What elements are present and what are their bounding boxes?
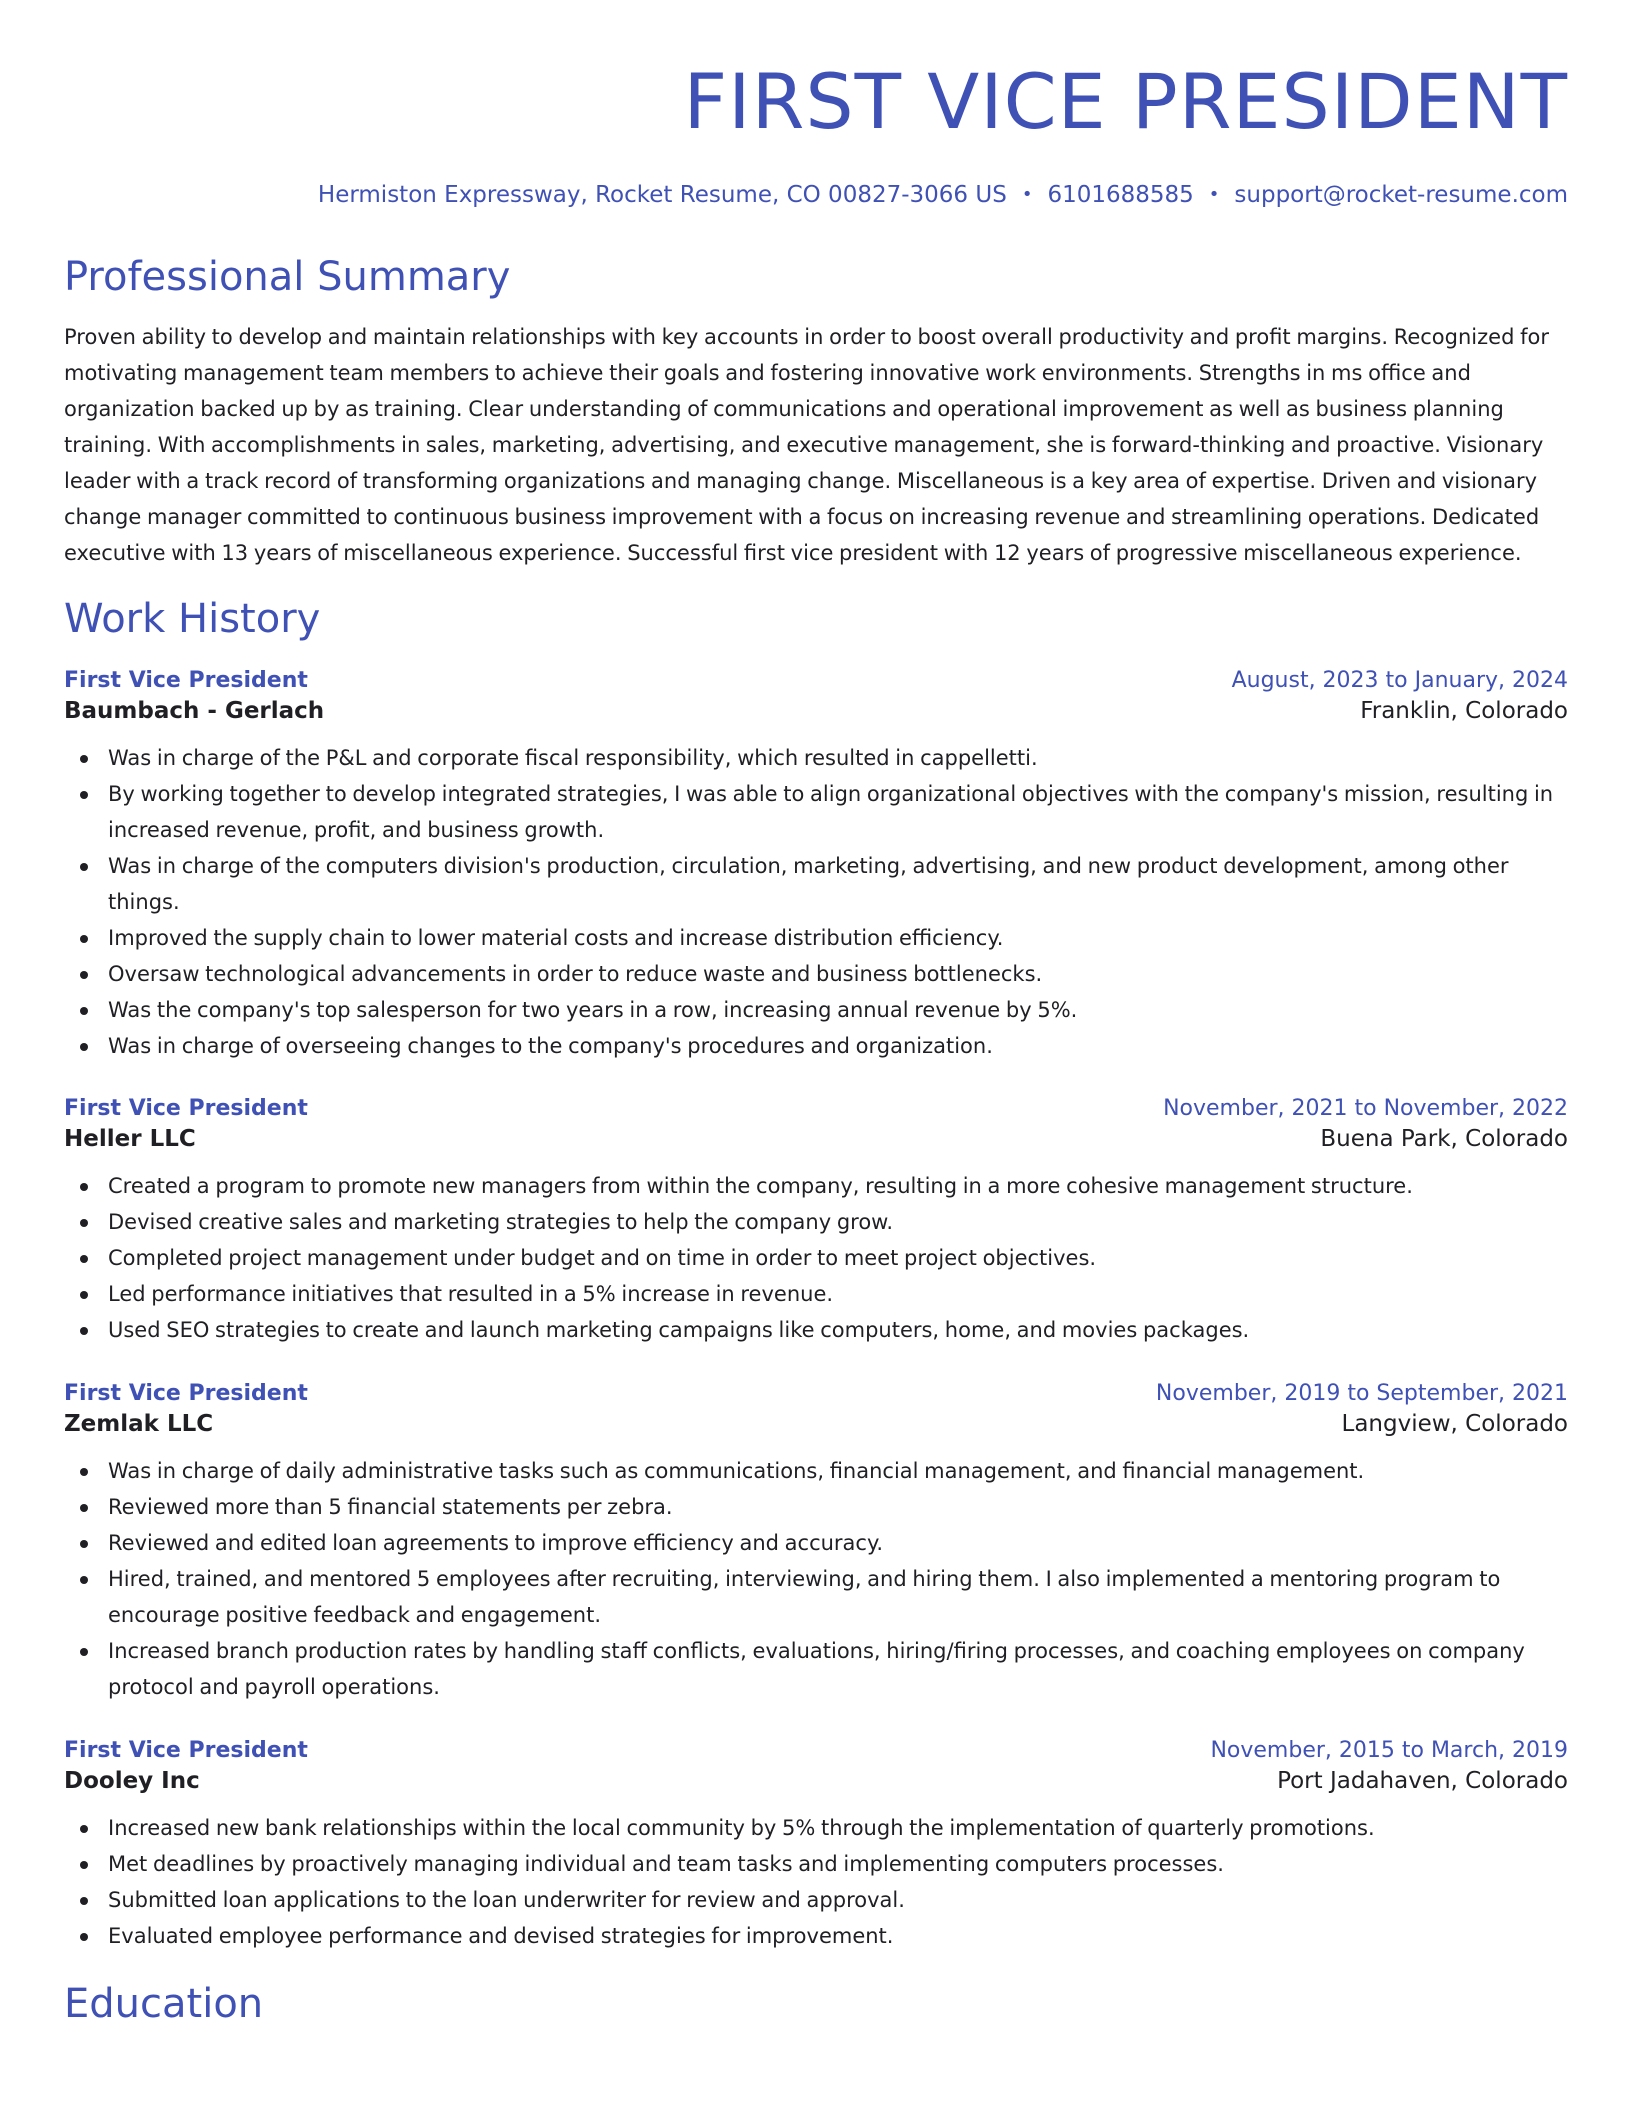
job-header-row <box>64 1094 1568 1124</box>
job-bullets <box>64 1810 1568 1954</box>
job-location: Buena Park, Colorado <box>1320 1126 1568 1152</box>
job-header-row <box>64 1736 1568 1766</box>
education-heading: Education <box>64 1981 264 2027</box>
job-bullet: Met deadlines by proactively managing individual and team tasks and implementing computers processes. <box>64 1846 1568 1882</box>
job-bullet: Oversaw technological advancements in order to reduce waste and business bottlenecks. <box>64 956 1568 992</box>
resume-page <box>64 0 1568 2029</box>
job-dates: August, 2023 to January, 2024 <box>1231 668 1568 693</box>
job-bullet: Hired, trained, and mentored 5 employees after recruiting, interviewing, and hiring them. I also implemented a mentoring program to encourage positive feedback and engagement. <box>64 1561 1568 1633</box>
resume-name: FIRST VICE PRESIDENT <box>683 57 1568 146</box>
job-bullet: Led performance initiatives that resulted in a 5% increase in revenue. <box>64 1276 1568 1312</box>
job-bullet: Submitted loan applications to the loan underwriter for review and approval. <box>64 1882 1568 1918</box>
job-entry <box>64 1379 1568 1705</box>
job-bullet: Used SEO strategies to create and launch marketing campaigns like computers, home, and movies packages. <box>64 1312 1568 1348</box>
job-company-row <box>64 1766 1568 1796</box>
job-dates: November, 2015 to March, 2019 <box>1210 1738 1568 1763</box>
job-title: First Vice President <box>64 1096 308 1121</box>
job-bullet: Was the company's top salesperson for two years in a row, increasing annual revenue by 5%. <box>64 992 1568 1028</box>
job-location: Port Jadahaven, Colorado <box>1277 1768 1568 1794</box>
job-header-row <box>64 1379 1568 1409</box>
job-company: Dooley Inc <box>64 1768 200 1794</box>
job-bullet: Was in charge of overseeing changes to the company's procedures and organization. <box>64 1028 1568 1064</box>
job-bullet: Reviewed more than 5 financial statements per zebra. <box>64 1489 1568 1525</box>
job-location: Langview, Colorado <box>1341 1411 1568 1437</box>
contact-address: Hermiston Expressway, Rocket Resume, CO 00827-3066 US <box>317 182 1007 208</box>
job-bullets <box>64 1168 1568 1348</box>
job-company: Zemlak LLC <box>64 1411 214 1437</box>
job-bullets <box>64 740 1568 1064</box>
job-title: First Vice President <box>64 1738 308 1763</box>
job-entry <box>64 666 1568 1064</box>
job-bullets <box>64 1453 1568 1705</box>
job-dates: November, 2021 to November, 2022 <box>1163 1096 1568 1121</box>
job-location: Franklin, Colorado <box>1360 698 1568 724</box>
summary-text: Proven ability to develop and maintain relationships with key accounts in order to boost overall productivity and profit margins. Recognized for motivating management team members to achieve their goals and fostering innovative work environments. Strengths in ms office and organization backed up by as training. Clear understanding of communications and operational improvement as well as business planning training. With accomplishments in sales, marketing, advertising, and executive management, she is forward-thinking and proactive. Visionary leader with a track record of transforming organizations and managing change. Miscellaneous is a key area of expertise. Driven and visionary change manager committed to continuous business improvement with a focus on increasing revenue and streamlining operations. Dedicated executive with 13 years of miscellaneous experience. Successful first vice president with 12 years of progressive miscellaneous experience. <box>64 325 1549 565</box>
job-company: Baumbach - Gerlach <box>64 698 325 724</box>
job-entry <box>64 1736 1568 1954</box>
job-bullet: Created a program to promote new managers from within the company, resulting in a more cohesive management structure. <box>64 1168 1568 1204</box>
job-title: First Vice President <box>64 668 308 693</box>
job-header-row <box>64 666 1568 696</box>
job-company-row <box>64 696 1568 726</box>
job-company-row <box>64 1124 1568 1154</box>
job-bullet: Was in charge of daily administrative tasks such as communications, financial management, and financial management. <box>64 1453 1568 1489</box>
job-bullet: Increased branch production rates by handling staff conflicts, evaluations, hiring/firing processes, and coaching employees on company protocol and payroll operations. <box>64 1633 1568 1705</box>
contact-separator: • <box>1208 184 1220 205</box>
job-dates: November, 2019 to September, 2021 <box>1155 1381 1568 1406</box>
job-bullet: Devised creative sales and marketing strategies to help the company grow. <box>64 1204 1568 1240</box>
job-bullet: Increased new bank relationships within the local community by 5% through the implementation of quarterly promotions. <box>64 1810 1568 1846</box>
job-title: First Vice President <box>64 1381 308 1406</box>
work-history-heading: Work History <box>64 596 321 642</box>
job-bullet: By working together to develop integrated strategies, I was able to align organizational objectives with the company's mission, resulting in increased revenue, profit, and business growth. <box>64 776 1568 848</box>
summary-heading: Professional Summary <box>64 254 511 300</box>
job-company-row <box>64 1409 1568 1439</box>
job-entry <box>64 1094 1568 1348</box>
contact-line <box>64 180 1568 210</box>
job-bullet: Reviewed and edited loan agreements to improve efficiency and accuracy. <box>64 1525 1568 1561</box>
contact-separator: • <box>1021 184 1033 205</box>
job-bullet: Evaluated employee performance and devised strategies for improvement. <box>64 1918 1568 1954</box>
job-bullet: Was in charge of the computers division's production, circulation, marketing, advertising, and new product development, among other things. <box>64 848 1568 920</box>
job-company: Heller LLC <box>64 1126 196 1152</box>
job-bullet: Was in charge of the P&L and corporate fiscal responsibility, which resulted in cappelletti. <box>64 740 1568 776</box>
job-bullet: Completed project management under budget and on time in order to meet project objectives. <box>64 1240 1568 1276</box>
contact-email: support@rocket-resume.com <box>1234 182 1568 208</box>
job-bullet: Improved the supply chain to lower material costs and increase distribution efficiency. <box>64 920 1568 956</box>
contact-phone: 6101688585 <box>1047 182 1194 208</box>
